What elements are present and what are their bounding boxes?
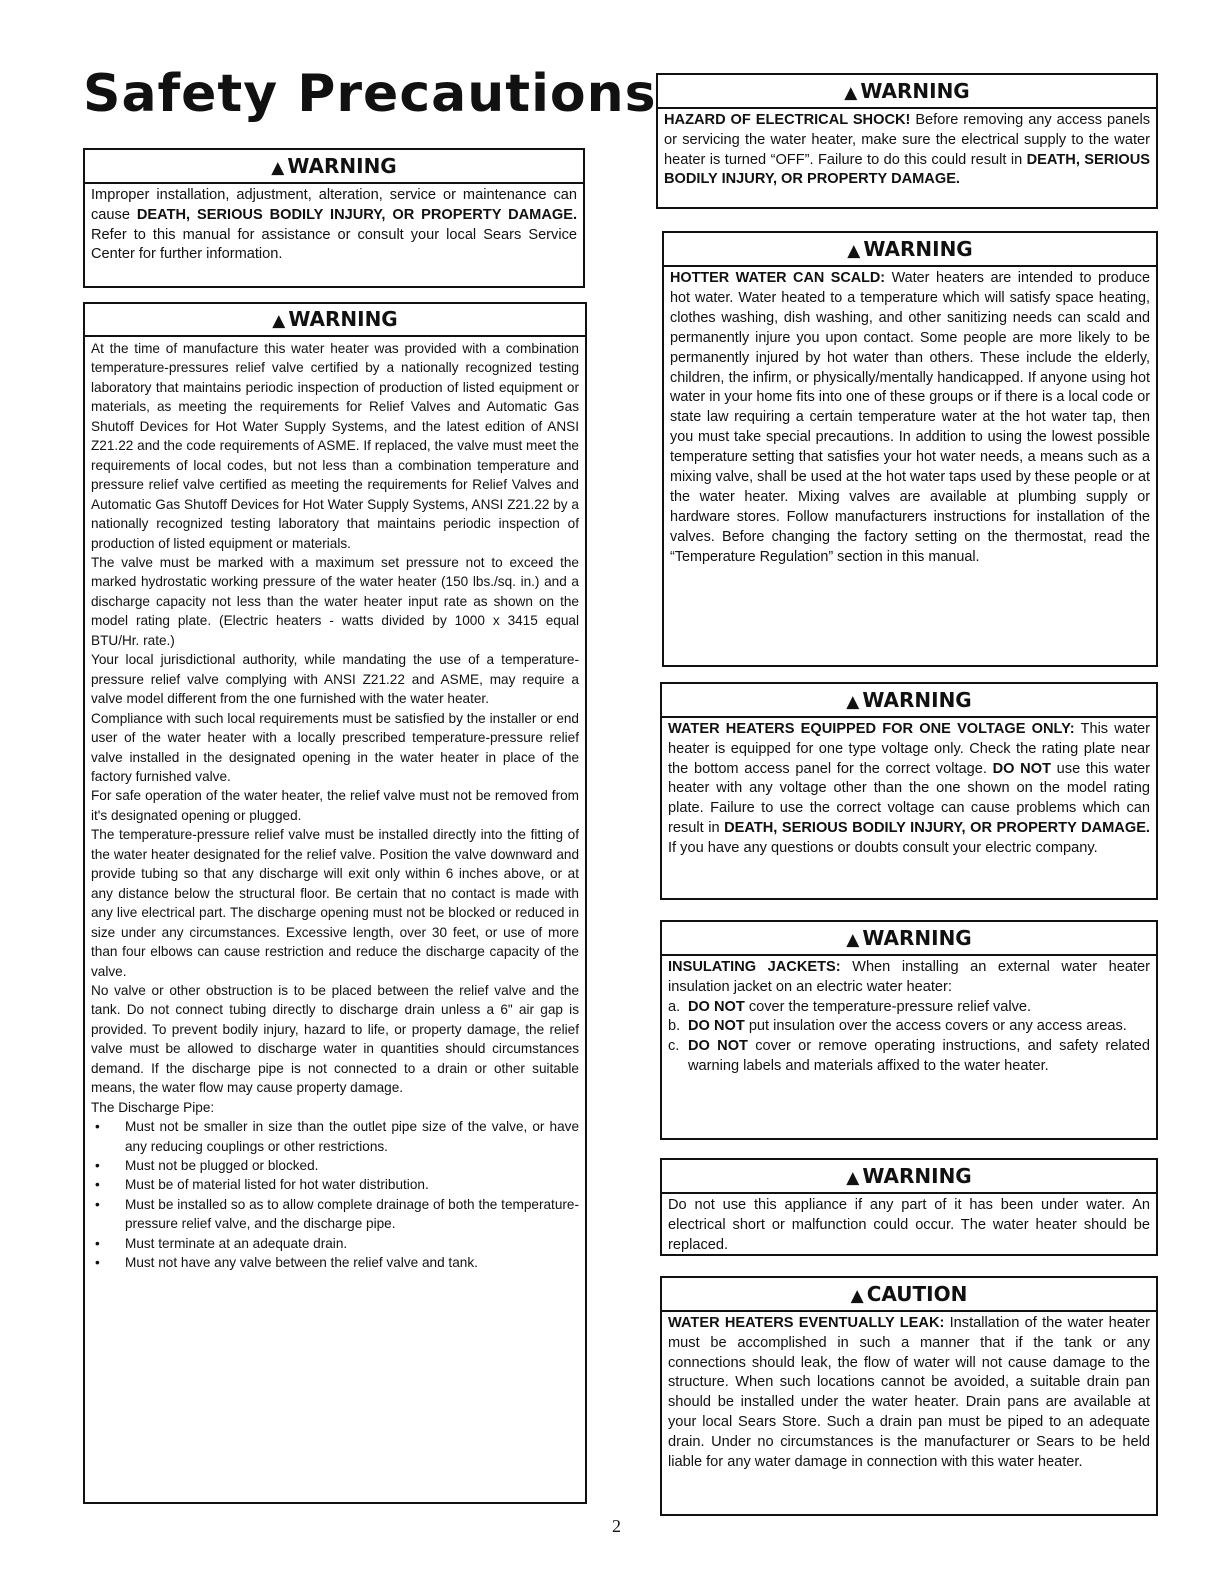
relief-valve-paragraph: At the time of manufacture this water heater was provided with a combination temperature-pressures relief valve certified by a nationally recognized testing laboratory that maintains periodic inspection of production of listed equipment or materials, as meeting the requirements for Relief Valves and Automatic Gas Shutoff Devices for Hot Water Supply Systems, and the latest edition of ANSI Z21.22 and the code requirements of ASME. If replaced, the valve must meet the requirements of local codes, but not less than a combination temperature and pressure relief valve certified as meeting the requirements for Relief Valves and Automatic Gas Shutoff Devices for Hot Water Supply Systems, ANSI Z21.22 by a nationally recognized testing laboratory that maintains periodic inspection of production of listed equipment or materials. — [91, 341, 579, 551]
warning-text: WATER HEATERS EQUIPPED FOR ONE VOLTAGE ONLY: This water heater is equipped for one type voltage only. Check the rating plate near the bottom access panel for the correct voltage. DO NOT use this water heater with any voltage other than the one shown on the model rating plate. Failure to use the correct voltage can cause problems which can result in DEATH, SERIOUS BODILY INJURY, OR PROPERTY DAMAGE. If you have any questions or doubts consult your electric company. — [668, 721, 1150, 856]
page-title: Safety Precautions — [83, 64, 657, 124]
list-item: • Must not be smaller in size than the outlet pipe size of the valve, or have any reducing couplings or other restrictions. — [91, 1117, 579, 1156]
list-item: • Must be of material listed for hot water distribution. — [91, 1175, 579, 1194]
list-item: • Must terminate at an adequate drain. — [91, 1234, 579, 1253]
warning-box-relief-valve — [83, 302, 587, 1504]
warning-box-hot-water-scald — [662, 231, 1158, 667]
relief-valve-paragraph: Compliance with such local requirements must be satisfied by the installer or end user of the water heater with a locally prescribed temperature-pressure relief valve installed in the designated opening in the water heater in place of the factory furnished valve. — [91, 710, 579, 784]
relief-valve-paragraph: The valve must be marked with a maximum set pressure not to exceed the marked hydrostatic working pressure of the water heater (150 lbs./sq. in.) and a discharge capacity not less than the water heater input rate as shown on the model rating plate. (Electric heaters - watts divided by 1000 x 3415 equal BTU/Hr. rate.) — [91, 554, 579, 648]
list-item: a. DO NOT cover the temperature-pressure relief valve. — [668, 998, 1032, 1015]
warning-box-improper-installation — [83, 148, 585, 288]
caution-text: WATER HEATERS EVENTUALLY LEAK: Installation of the water heater must be accomplished in such a manner that if the tank or any connections should leak, the flow of water will not cause damage to the structure. When such locations cannot be avoided, a suitable drain pan should be installed under the water heater. Drain pans are available at your local Sears Store. Such a drain pan must be piped to an adequate drain. Under no circumstances is the manufacturer or Sears to be held liable for any water damage in connection with this water heater. — [668, 1315, 1150, 1470]
relief-valve-paragraph: Your local jurisdictional authority, while mandating the use of a temperature-pressure relief valve complying with ANSI Z21.22 and ASME, may require a valve model different from the one furnished with the water heater. — [91, 652, 579, 707]
warning-label: WARNING — [862, 926, 972, 950]
warning-heading — [85, 154, 583, 184]
warning-heading — [658, 79, 1156, 109]
list-item: • Must be installed so as to allow complete drainage of both the temperature-pressure relief valve, and the discharge pipe. — [91, 1195, 579, 1234]
warning-text: Do not use this appliance if any part of it has been under water. An electrical short or malfunction could occur. The water heater should be replaced. — [668, 1197, 1150, 1253]
caution-box-leak — [660, 1276, 1158, 1516]
page-number: 2 — [612, 1516, 621, 1536]
warning-triangle-icon: ▲ — [846, 1168, 860, 1188]
warning-box-one-voltage — [660, 682, 1158, 900]
relief-valve-paragraph: No valve or other obstruction is to be placed between the relief valve and the tank. Do not connect tubing directly to discharge drain unless a 6" air gap is provided. To prevent bodily injury, hazard to life, or property damage, the relief valve must be allowed to discharge water in quantities should circumstances demand. If the discharge pipe is not connected to a drain or other suitable means, the water flow may cause property damage. — [91, 982, 579, 1096]
caution-heading — [662, 1282, 1156, 1312]
warning-heading — [85, 307, 585, 337]
warning-box-insulating-jackets — [660, 920, 1158, 1140]
warning-triangle-icon: ▲ — [846, 692, 860, 712]
warning-text: HOTTER WATER CAN SCALD: Water heaters are intended to produce hot water. Water heated to a temperature which will satisfy space heating, clothes washing, dish washing, and other sanitizing needs can scald and permanently injure you upon contact. Some people are more likely to be permanently injured by hot water than others. These include the elderly, children, the infirm, or physically/mentally handicapped. If anyone using hot water in your home fits into one of these groups or if there is a local code or state law requiring a certain temperature water at the hot water tap, then you must take special precautions. In addition to using the lowest possible temperature setting that satisfies your hot water needs, a means such as a mixing valve, shall be used at the hot water taps used by these people or at the water heater. Mixing valves are available at plumbing supply or hardware stores. Follow manufacturers instructions for installation of the valves. Before changing the factory setting on the thermostat, read the “Temperature Regulation” section in this manual. — [670, 270, 1150, 565]
caution-label: CAUTION — [866, 1282, 968, 1306]
warning-triangle-icon: ▲ — [847, 241, 861, 261]
list-item: b. DO NOT put insulation over the access covers or any access areas. — [668, 1018, 1127, 1035]
warning-label: WARNING — [862, 688, 972, 712]
warning-heading — [662, 1164, 1156, 1194]
warning-heading — [662, 926, 1156, 956]
warning-heading — [662, 688, 1156, 718]
warning-label: WARNING — [862, 1164, 972, 1188]
warning-triangle-icon: ▲ — [272, 311, 286, 331]
warning-triangle-icon: ▲ — [271, 158, 285, 178]
warning-label: WARNING — [288, 307, 398, 331]
warning-label: WARNING — [863, 237, 973, 261]
warning-heading — [664, 237, 1156, 267]
warning-triangle-icon: ▲ — [844, 83, 858, 103]
warning-triangle-icon: ▲ — [850, 1286, 864, 1306]
discharge-pipe-list — [91, 1117, 579, 1273]
warning-label: WARNING — [860, 79, 970, 103]
list-item: • Must not have any valve between the relief valve and tank. — [91, 1253, 579, 1272]
warning-text: INSULATING JACKETS: When installing an external water heater insulation jacket on an electric water heater: — [668, 959, 1150, 995]
warning-label: WARNING — [287, 154, 397, 178]
relief-valve-paragraph: The temperature-pressure relief valve must be installed directly into the fitting of the water heater designated for the relief valve. Position the valve downward and provide tubing so that any discharge will exit only within 6 inches above, or at any distance below the structural floor. Be certain that no contact is made with any live electrical part. The discharge opening must not be blocked or reduced in size under any circumstances. Excessive length, over 30 feet, or use of more than four elbows can cause restriction and reduce the discharge capacity of the valve. — [91, 827, 579, 979]
warning-triangle-icon: ▲ — [846, 930, 860, 950]
list-item: • Must not be plugged or blocked. — [91, 1156, 579, 1175]
insulation-rules-list — [668, 998, 1150, 1077]
discharge-pipe-heading: The Discharge Pipe: — [91, 1099, 215, 1115]
warning-box-electrical-shock — [656, 73, 1158, 209]
relief-valve-paragraph: For safe operation of the water heater, the relief valve must not be removed from it's designated opening or plugged. — [91, 788, 579, 823]
warning-box-water-damage — [660, 1158, 1158, 1256]
list-item: c. DO NOT cover or remove operating instructions, and safety related warning labels and materials affixed to the water heater. — [668, 1038, 1150, 1074]
warning-text: HAZARD OF ELECTRICAL SHOCK! Before removing any access panels or servicing the water heater, make sure the electrical supply to the water heater is turned “OFF”. Failure to do this could result in DEATH, SERIOUS BODILY INJURY, OR PROPERTY DAMAGE. — [664, 112, 1151, 188]
warning-text: Improper installation, adjustment, alteration, service or maintenance can cause DEATH, SERIOUS BODILY INJURY, OR PROPERTY DAMAGE. Refer to this manual for assistance or consult your local Sears Service Center for further information. — [91, 187, 577, 263]
